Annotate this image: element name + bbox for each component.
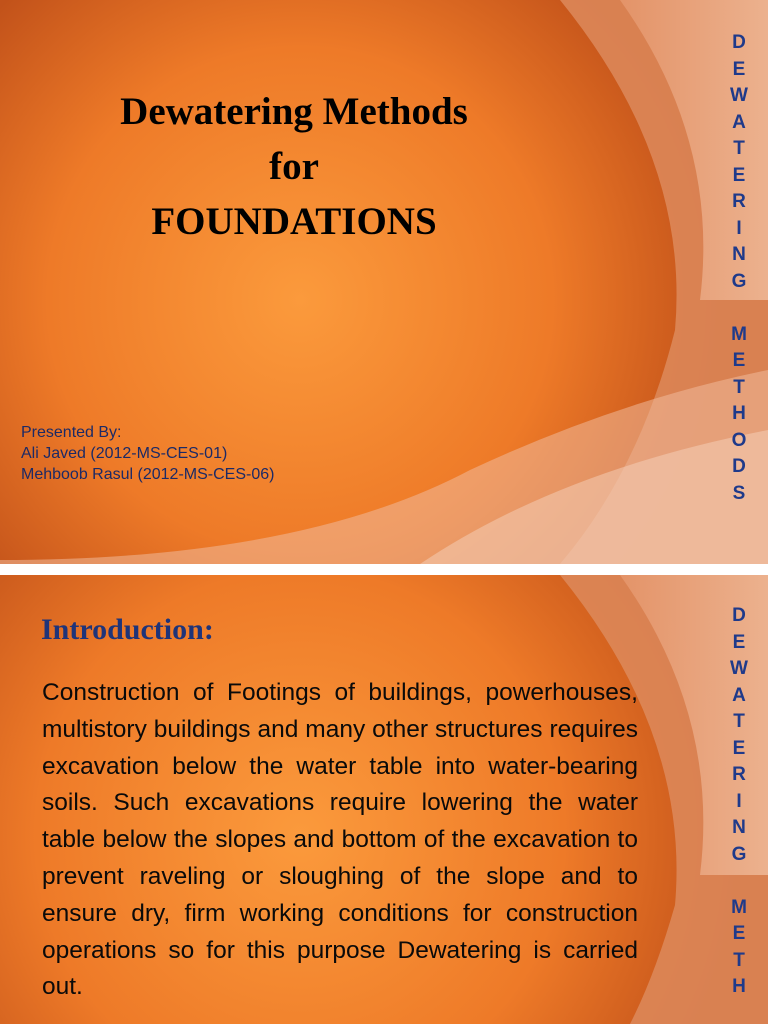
side-letter: E xyxy=(732,58,746,80)
side-letter: A xyxy=(732,111,746,133)
side-letter: E xyxy=(732,923,746,944)
side-letter: R xyxy=(732,191,746,212)
side-letter: O xyxy=(731,429,747,451)
side-letter: W xyxy=(730,85,748,106)
side-letter: M xyxy=(731,323,747,345)
side-letter: T xyxy=(733,138,745,159)
side-letter: W xyxy=(730,658,748,679)
side-letter: H xyxy=(732,403,746,424)
side-letter: I xyxy=(736,217,742,239)
side-letter: E xyxy=(732,737,746,759)
side-letter: E xyxy=(732,631,746,653)
presenters-block xyxy=(21,422,274,485)
side-vertical-text xyxy=(718,605,760,1003)
side-letter: D xyxy=(732,32,746,53)
side-letter: S xyxy=(732,482,746,504)
side-letter: R xyxy=(732,764,746,785)
slide-title xyxy=(40,84,548,249)
side-letter: M xyxy=(731,896,747,918)
side-letter: T xyxy=(733,376,745,398)
presenter-name: Mehboob Rasul (2012-MS-CES-06) xyxy=(21,466,275,483)
side-letter: G xyxy=(731,843,747,865)
side-vertical-text xyxy=(718,30,760,507)
slide-gap xyxy=(0,564,768,575)
side-letter: A xyxy=(732,684,746,706)
side-letter: T xyxy=(733,949,745,971)
side-letter-space xyxy=(718,870,760,897)
introduction-body: Construction of Footings of buildings, powerhouses, multistory buildings and many other structures requires excavation below the water table into water-bearing soils. Such excavations require lowering the water table below the slopes and bottom of the excavation to prevent raveling or sloughing of the slope and to ensure dry, firm working conditions for construction operations so for this purpose Dewatering is carried out. xyxy=(42,679,638,1001)
side-letter: I xyxy=(736,790,742,812)
presented-by-label: Presented By: xyxy=(21,424,122,441)
side-letter: H xyxy=(732,976,746,997)
title-line-1: Dewatering Methods xyxy=(120,90,468,133)
side-letter: E xyxy=(732,350,746,371)
side-letter: N xyxy=(732,817,746,838)
side-letter: T xyxy=(733,711,745,732)
introduction-heading: Introduction: xyxy=(41,613,214,646)
side-letter-space xyxy=(718,295,760,322)
presenter-name: Ali Javed (2012-MS-CES-01) xyxy=(21,445,228,462)
side-letter: D xyxy=(732,456,746,477)
side-letter: D xyxy=(732,605,746,626)
side-letter: E xyxy=(732,164,746,186)
side-letter: N xyxy=(732,244,746,265)
side-letter: G xyxy=(731,270,747,292)
title-line-3: FOUNDATIONS xyxy=(151,200,437,243)
title-line-2: for xyxy=(269,145,319,188)
